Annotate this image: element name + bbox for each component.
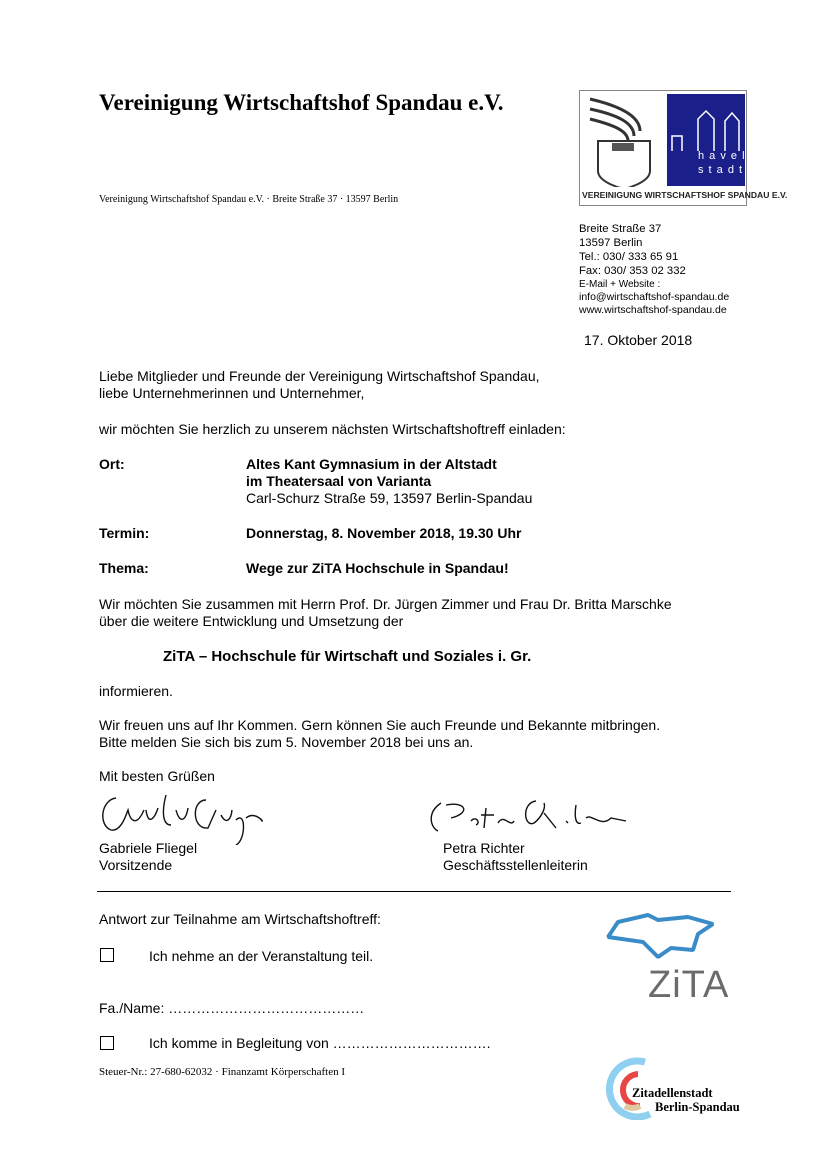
termin-label: Termin: — [99, 525, 150, 541]
body-p1-line-2: über die weitere Entwicklung und Umsetzung der — [99, 613, 404, 629]
body-paragraph-2: informieren. — [99, 683, 173, 699]
contact-address — [579, 222, 729, 317]
ort-line-1: Altes Kant Gymnasium in der Altstadt — [246, 456, 497, 472]
companion-checkbox[interactable] — [100, 1036, 114, 1050]
zitadelle-line-2: Berlin-Spandau — [655, 1100, 740, 1114]
address-website: www.wirtschaftshof-spandau.de — [579, 304, 727, 316]
logo-emblem-icon — [580, 91, 746, 205]
address-phone: Tel.: 030/ 333 65 91 — [579, 251, 679, 263]
attend-label: Ich nehme an der Veranstaltung teil. — [149, 948, 374, 964]
logo-stadt: s t a d t — [698, 164, 744, 176]
salutation — [99, 368, 540, 402]
companion-label[interactable]: Ich komme in Begleitung von ……………………………. — [149, 1035, 491, 1051]
org-logo — [579, 90, 788, 206]
address-fax: Fax: 030/ 353 02 332 — [579, 265, 686, 277]
zitadelle-logo-text — [632, 1086, 740, 1114]
address-city: 13597 Berlin — [579, 237, 643, 249]
thema-value: Wege zur ZiTA Hochschule in Spandau! — [246, 560, 509, 576]
signatory-2-name: Petra Richter — [443, 840, 525, 856]
body-paragraph-3 — [99, 717, 660, 751]
signatory-1-role: Vorsitzende — [99, 857, 173, 873]
zitadelle-line-1: Zitadellenstadt — [632, 1086, 713, 1100]
zita-logo-text: ZiTA — [648, 964, 730, 1006]
logo-caption: VEREINIGUNG WIRTSCHAFTSHOF SPANDAU E.V. — [582, 190, 788, 200]
name-field[interactable]: Fa./Name: …………………………………… — [99, 1000, 365, 1016]
sender-line: Vereinigung Wirtschaftshof Spandau e.V. · Breite Straße 37 · 13597 Berlin — [99, 194, 399, 205]
signatory-1 — [99, 840, 197, 874]
signatory-1-name: Gabriele Fliegel — [99, 840, 198, 856]
body-p3-line-1: Wir freuen uns auf Ihr Kommen. Gern können Sie auch Freunde und Bekannte mitbringen. — [99, 717, 661, 733]
logo-havel: h a v e l — [698, 150, 746, 162]
ort-label: Ort: — [99, 456, 125, 472]
address-street: Breite Straße 37 — [579, 223, 662, 235]
signature-fliegel — [96, 780, 271, 845]
thema-label: Thema: — [99, 560, 149, 576]
ort-line-3: Carl-Schurz Straße 59, 13597 Berlin-Spandau — [246, 490, 533, 506]
signatory-2-role: Geschäftsstellenleiterin — [443, 857, 588, 873]
body-p1-line-1: Wir möchten Sie zusammen mit Herrn Prof. Dr. Jürgen Zimmer und Frau Dr. Britta Marschke — [99, 596, 672, 612]
address-email: info@wirtschaftshof-spandau.de — [579, 291, 730, 303]
body-paragraph-1 — [99, 596, 672, 630]
reply-heading: Antwort zur Teilnahme am Wirtschaftshoftreff: — [99, 911, 381, 927]
ort-value — [246, 456, 532, 507]
letter-date: 17. Oktober 2018 — [584, 332, 693, 348]
address-email-label: E-Mail + Website : — [579, 279, 661, 290]
org-title: Vereinigung Wirtschaftshof Spandau e.V. — [99, 90, 504, 115]
closing: Mit besten Grüßen — [99, 768, 215, 784]
intro-text: wir möchten Sie herzlich zu unserem nächsten Wirtschaftshoftreff einladen: — [99, 421, 566, 437]
signatory-2 — [443, 840, 588, 874]
attend-checkbox[interactable] — [100, 948, 114, 962]
highlight-title: ZiTA – Hochschule für Wirtschaft und Soziales i. Gr. — [163, 648, 532, 665]
signature-richter — [426, 793, 636, 838]
zita-star-icon — [603, 912, 718, 962]
reply-divider — [97, 891, 731, 892]
footer-tax: Steuer-Nr.: 27-680-62032 · Finanzamt Körperschaften I — [99, 1066, 345, 1078]
salutation-line-1: Liebe Mitglieder und Freunde der Vereinigung Wirtschaftshof Spandau, — [99, 368, 540, 384]
ort-line-2: im Theatersaal von Varianta — [246, 473, 432, 489]
termin-value: Donnerstag, 8. November 2018, 19.30 Uhr — [246, 525, 522, 541]
body-p3-line-2: Bitte melden Sie sich bis zum 5. November 2018 bei uns an. — [99, 734, 474, 750]
salutation-line-2: liebe Unternehmerinnen und Unternehmer, — [99, 385, 365, 401]
